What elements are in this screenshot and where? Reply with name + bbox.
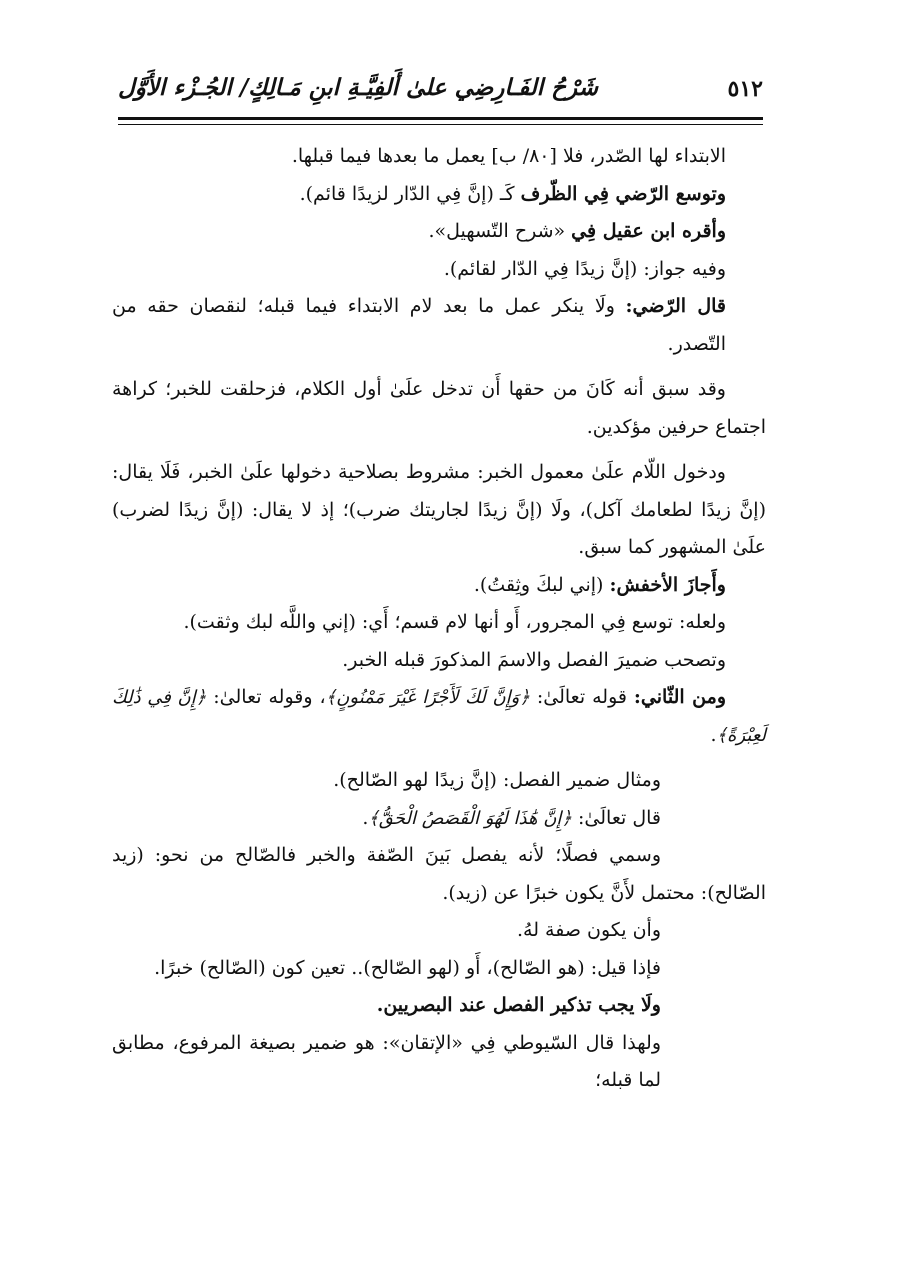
paragraph	[112, 288, 766, 363]
paragraph	[112, 176, 766, 214]
header-rule-thick	[118, 117, 763, 120]
paragraph-lead: وتوسع الرّضي فِي الظّرف	[520, 182, 726, 205]
quran-verse: ﴿وَإِنَّ لَكَ لَأَجْرًا غَيْرَ مَمْنُونٍ﴾	[325, 687, 530, 708]
paragraph-lead: وأَجازَ الأخفش:	[609, 573, 726, 596]
paragraph-text: قال تعالَىٰ:	[571, 806, 661, 829]
paragraph	[112, 762, 766, 800]
paragraph-text: كَـ (إنَّ فِي الدّار لزيدًا قائم).	[299, 182, 521, 205]
paragraph-text: «شرح التّسهيل».	[428, 220, 572, 242]
paragraph-lead: ولَا يجب تذكير الفصل عند البصريين.	[376, 994, 661, 1016]
paragraph-text: ودخول اللّام علَىٰ معمول الخبر: مشروط بصلاحية دخولها علَىٰ الخبر، فَلَا يقال: (إنَّ زيدًا لطعامك آكل)، ولَا (إنَّ زيدًا لجاريتك ضرب)؛ إذ لا يقال: (إنَّ زيدًا لضرب) علَىٰ المشهور كما سبق.	[112, 461, 766, 558]
page-number: ٥١٢	[727, 76, 763, 102]
paragraph	[112, 604, 766, 642]
paragraph	[112, 251, 766, 289]
paragraph	[112, 1025, 766, 1100]
paragraph-text: ولهذا قال السّيوطي فِي «الإتقان»: هو ضمير بصيغة المرفوع، مطابق لما قبله؛	[112, 1031, 661, 1091]
paragraph	[112, 987, 766, 1025]
paragraph-text: ومثال ضمير الفصل: (إنَّ زيدًا لهو الصّالح).	[333, 769, 661, 791]
paragraph-text: وأن يكون صفة لهُ.	[516, 919, 661, 941]
paragraph-lead: قال الرّضي:	[625, 295, 727, 317]
paragraph	[112, 642, 766, 680]
paragraph-text: الابتداء لها الصّدر، فلا [٨٠/ ب] يعمل ما بعدها فيما قبلها.	[291, 145, 726, 167]
paragraph-text: ، وقوله تعالىٰ:	[206, 686, 326, 708]
header-rule-thin	[118, 124, 763, 125]
paragraph-text: وسمي فصلًا؛ لأنه يفصل بَينَ الصّفة والخبر فالصّالح من نحو: (زيد الصّالح): محتمل لأَنَّ يكون خبرًا عن (زيد).	[112, 844, 766, 904]
paragraph-text: .	[362, 806, 369, 829]
paragraph	[112, 837, 766, 912]
paragraph	[112, 213, 766, 251]
paragraph	[112, 567, 766, 605]
running-title: شَرْحُ الفَـارِضِي علىٰ أَلفِيَّـةِ ابنِ مَـالِكٍ/ الجُـزْء الأَوَّل	[118, 74, 598, 101]
quran-verse: ﴿إِنَّ هَٰذَا لَهُوَ الْقَصَصُ الْحَقُّ﴾	[368, 807, 572, 829]
paragraph-text: ولعله: توسع فِي المجرور، أَو أنها لام قسم؛ أَي: (إني واللَّه لبك وثقت).	[183, 611, 726, 633]
paragraph-text: قوله تعالَىٰ:	[529, 686, 634, 708]
paragraph-text: ولَا ينكر عمل ما بعد لام الابتداء فيما قبله؛ لنقصان حقه من التّصدر.	[112, 295, 726, 355]
paragraph-text: وقد سبق أنه كَانَ من حقها أَن تدخل علَىٰ أول الكلام، فزحلقت للخبر؛ كراهة اجتماع حرفين مؤكدين.	[112, 378, 766, 438]
body-text	[112, 138, 766, 1100]
paragraph	[112, 800, 766, 838]
paragraph	[112, 679, 766, 754]
paragraph	[112, 912, 766, 950]
paragraph-text: (إني لبكَ وثِقتُ).	[473, 573, 610, 596]
paragraph	[112, 454, 766, 567]
paragraph-lead: وأقره ابن عقيل فِي	[571, 220, 726, 242]
paragraph-text: فإذا قيل: (هو الصّالح)، أَو (لهو الصّالح).. تعين كون (الصّالح) خبرًا.	[154, 956, 661, 979]
page-header	[118, 72, 763, 112]
paragraph-lead: ومن الثّاني:	[633, 686, 726, 708]
paragraph-text: وتصحب ضميرَ الفصل والاسمَ المذكورَ قبله الخبر.	[342, 648, 726, 671]
paragraph-text: .	[710, 723, 717, 746]
paragraph	[112, 138, 766, 176]
quran-verse: ﴿إِنَّ فِي ذَٰلِكَ لَعِبْرَةً﴾	[112, 687, 766, 746]
paragraph-text: وفيه جواز: (إنَّ زيدًا فِي الدّار لقائم).	[443, 257, 726, 280]
paragraph	[112, 950, 766, 988]
paragraph	[112, 371, 766, 446]
